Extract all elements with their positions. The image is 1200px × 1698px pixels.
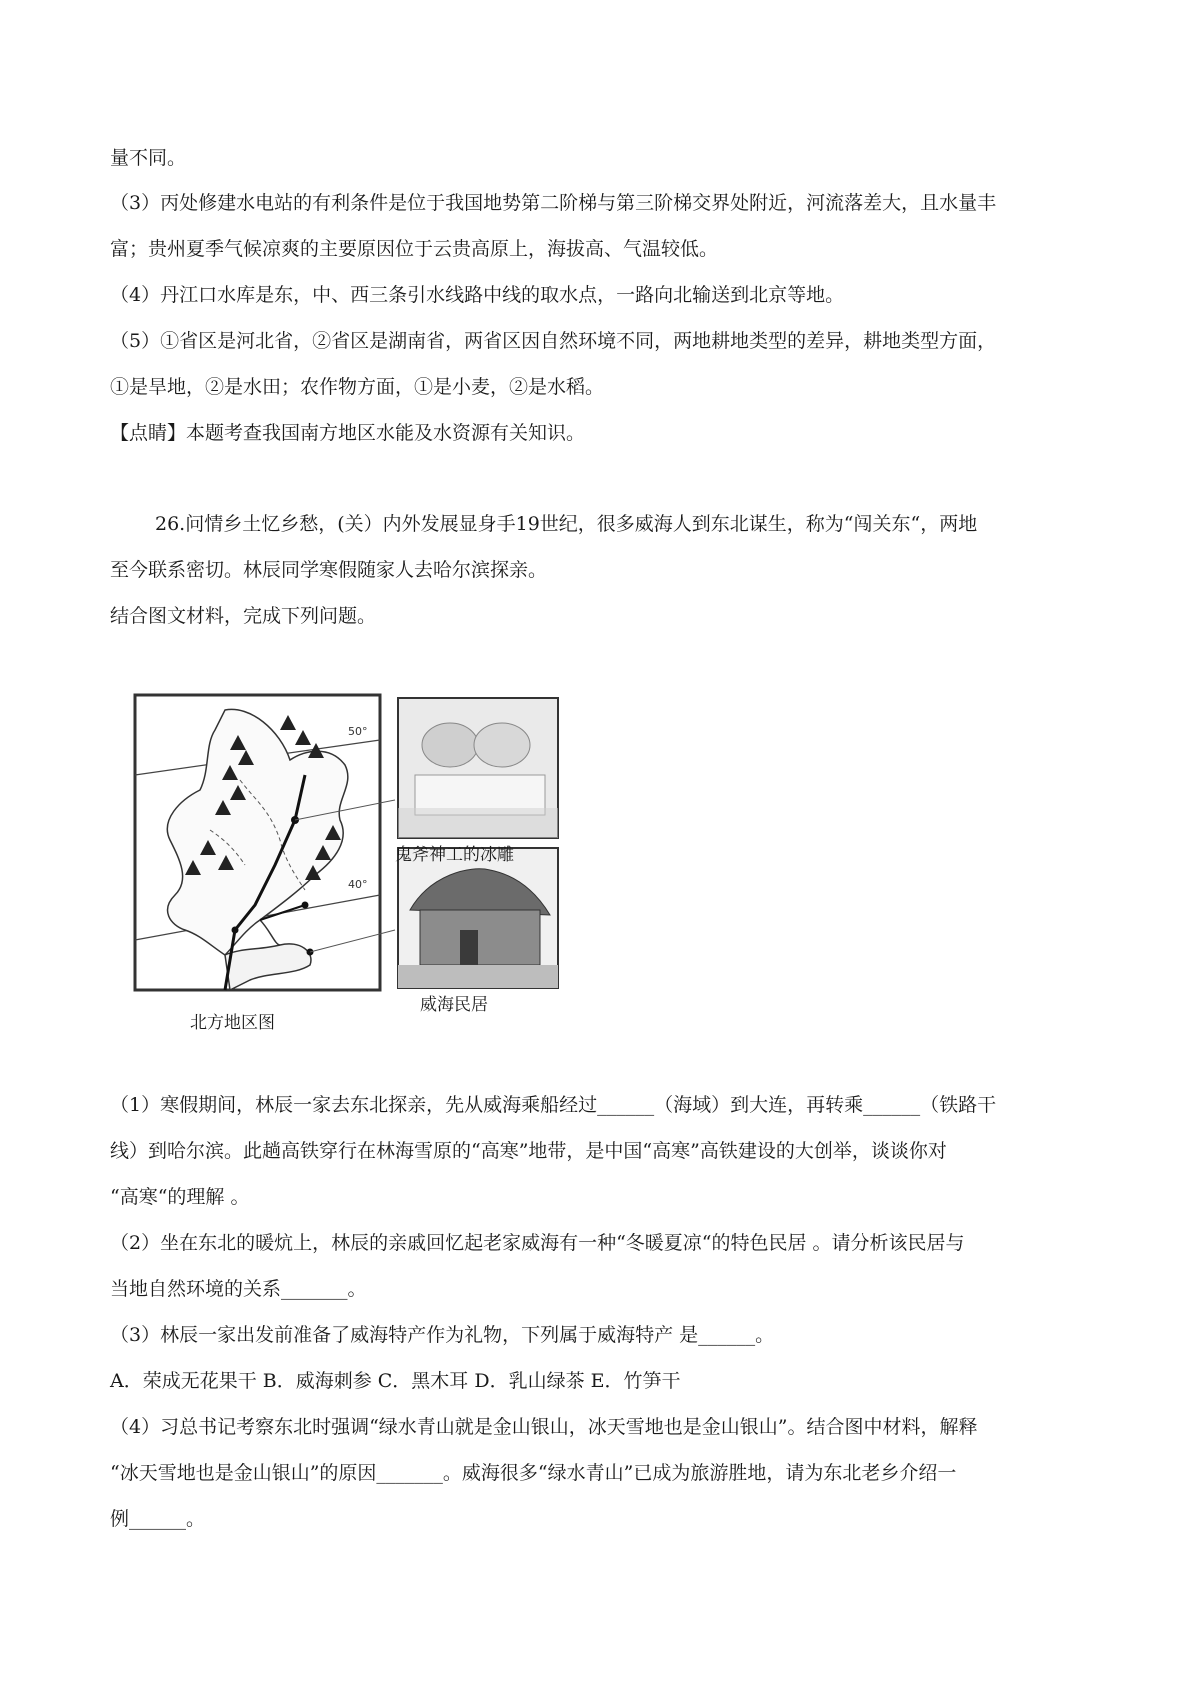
liaodong-peninsula [260,920,280,945]
part-3: （3）林辰一家出发前准备了威海特产作为礼物，下列属于威海特产 是______。 [110,1324,775,1346]
figure-group [130,690,600,1050]
lat-40-label: 40° [348,878,368,891]
answer-3-line1: （3）丙处修建水电站的有利条件是位于我国地势第二阶梯与第三阶梯交界处附近，河流落差大，且水量丰 [110,192,997,214]
part-1-line3: “高寒“的理解 。 [110,1186,250,1208]
answer-4: （4）丹江口水库是东，中、西三条引水线路中线的取水点，一路向北输送到北京等地。 [110,284,845,306]
map-caption: 北方地区图 [190,1013,275,1033]
part-4-line2: “冰天雪地也是金山银山”的原因_______。威海很多“绿水青山”已成为旅游胜地，请为东北老乡介绍一 [110,1462,957,1484]
leader-line [310,930,395,952]
city-beijing [232,927,239,934]
answer-line: 量不同。 [110,147,187,169]
house-wall [420,910,540,965]
part-2-line1: （2）坐在东北的暖炕上，林辰的亲戚回忆起老家威海有一种“冬暖夏凉“的特色民居 。请分析该民居与 [110,1232,965,1254]
answer-3-line2: 富；贵州夏季气候凉爽的主要原因位于云贵高原上，海拔高、气温较低。 [110,238,719,260]
house-ground [398,965,558,988]
part-2-line2: 当地自然环境的关系_______。 [110,1278,367,1300]
shandong-peninsula [225,944,311,990]
house-door [460,930,478,965]
lat-50-label: 50° [348,725,368,738]
question-26-intro-line1: 26.问情乡土忆乡愁，(关）内外发展显身手19世纪，很多威海人到东北谋生，称为“闯关东“，两地 [155,513,978,535]
part-1-line2: 线）到哈尔滨。此趟高铁穿行在林海雪原的“高寒”地带，是中国“高寒”高铁建设的大创举，谈谈你对 [110,1140,947,1162]
ice-sculpture-ground [398,808,558,838]
map-figure [130,690,600,1050]
question-26-instruction: 结合图文材料，完成下列问题。 [110,605,377,627]
answer-5-line1: （5）①省区是河北省，②省区是湖南省，两省区因自然环境不同，两地耕地类型的差异，耕地类型方面， [110,330,997,352]
part-3-options: A．荣成无花果干 B．威海刺参 C．黑木耳 D．乳山绿茶 E．竹笋干 [110,1370,681,1392]
weihai-house-caption: 威海民居 [420,995,488,1015]
part-1-line1: （1）寒假期间，林辰一家去东北探亲，先从威海乘船经过______（海域）到大连，再转乘______（铁路干 [110,1094,997,1116]
northeast-land [167,709,348,955]
answer-5-line2: ①是旱地，②是水田；农作物方面，①是小麦，②是水稻。 [110,376,605,398]
part-4-line1: （4）习总书记考察东北时强调“绿水青山就是金山银山，冰天雪地也是金山银山”。结合图中材料，解释 [110,1416,978,1438]
ice-sculpture-shape [474,723,530,767]
city-dalian [302,902,309,909]
part-4-line3: 例______。 [110,1508,206,1530]
ice-sculpture-caption: 鬼斧神工的冰雕 [395,845,514,865]
answer-note: 【点睛】本题考查我国南方地区水能及水资源有关知识。 [110,422,586,444]
ice-sculpture-shape [422,723,478,767]
question-26-intro-line2: 至今联系密切。林辰同学寒假随家人去哈尔滨探亲。 [110,559,548,581]
